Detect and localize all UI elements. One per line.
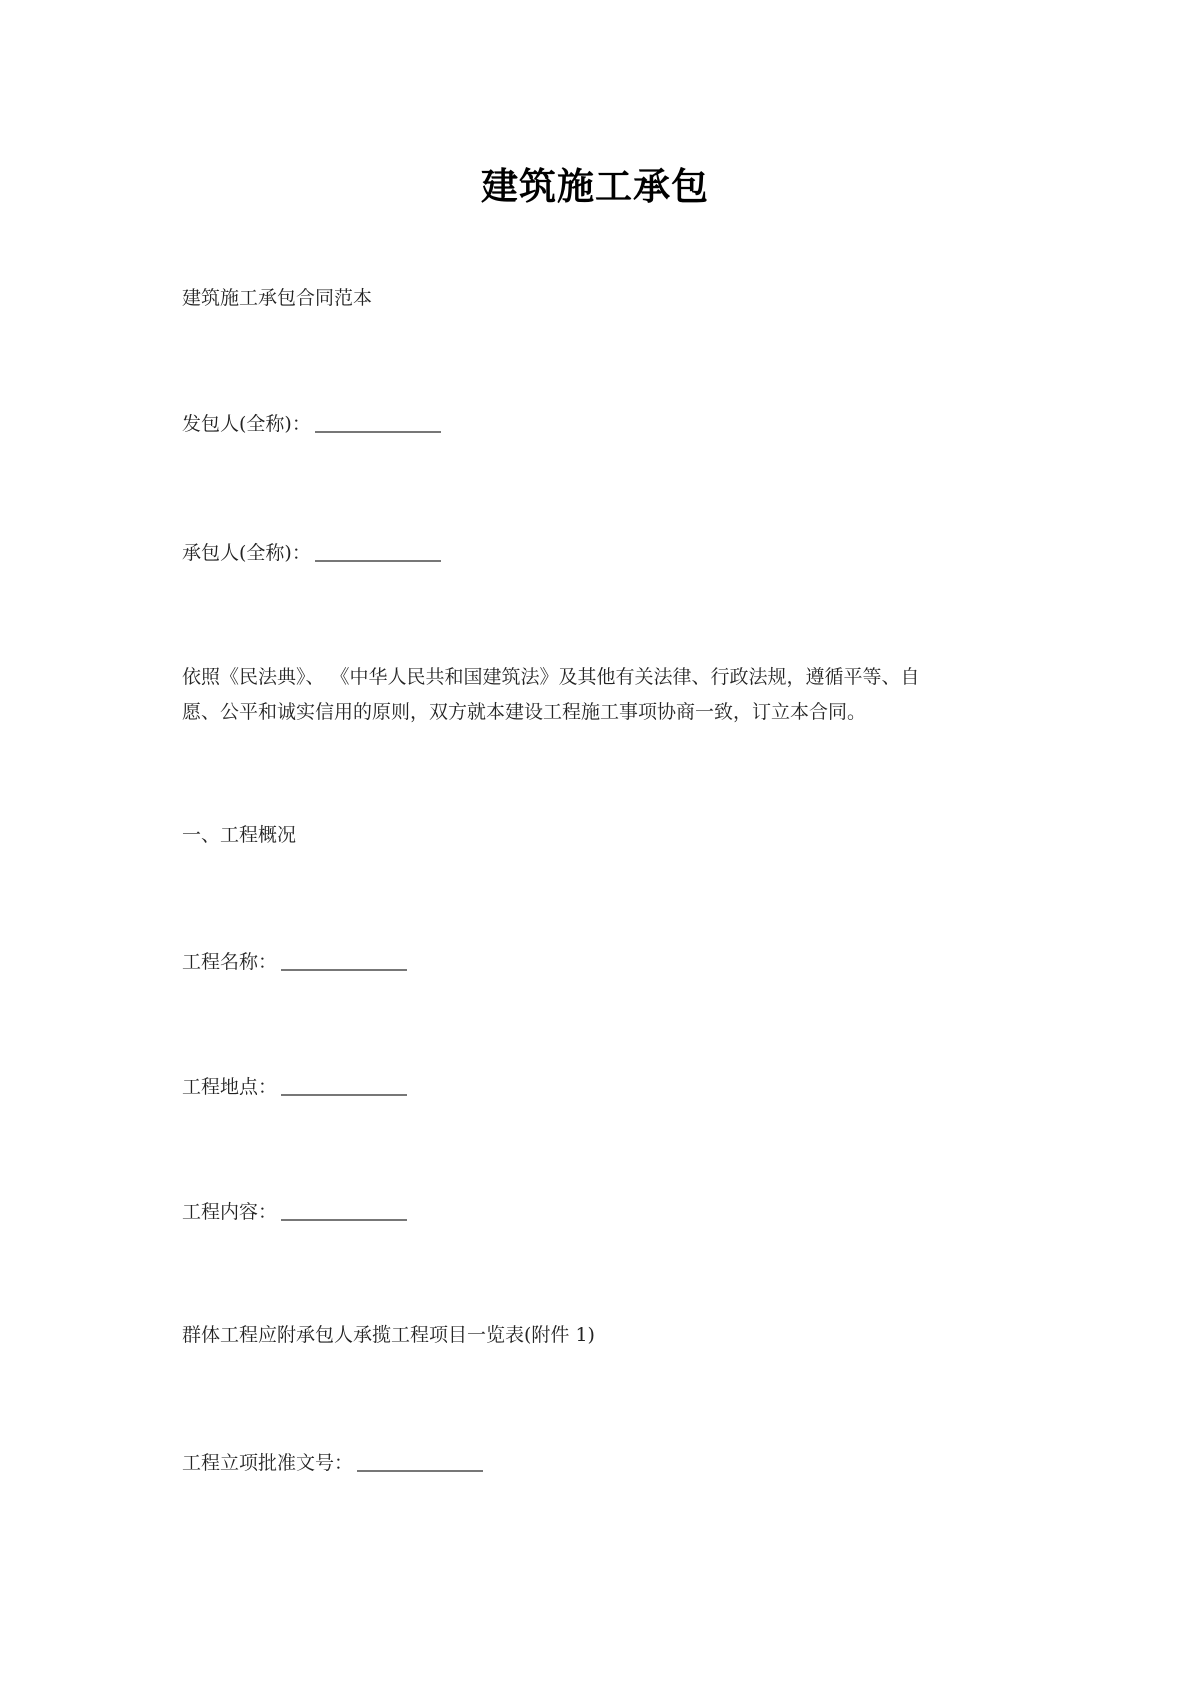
document-subtitle: 建筑施工承包合同范本 — [182, 287, 373, 309]
project-content-blank[interactable] — [281, 1219, 407, 1221]
section-1-heading: 一、工程概况 — [182, 824, 297, 846]
employer-field — [182, 412, 441, 436]
project-location-field — [182, 1075, 407, 1099]
preamble-line-1: 依照《民法典》、 《中华人民共和国建筑法》及其他有关法律、行政法规，遵循平等、自 — [182, 666, 920, 688]
approval-number-label: 工程立项批准文号： — [182, 1452, 354, 1474]
preamble-paragraph — [182, 660, 1022, 730]
employer-label: 发包人(全称)： — [182, 413, 311, 435]
project-content-field — [182, 1200, 407, 1224]
employer-blank[interactable] — [315, 431, 441, 433]
project-name-field — [182, 950, 407, 974]
project-name-blank[interactable] — [281, 969, 407, 971]
document-title: 建筑施工承包 — [481, 164, 709, 208]
contractor-field — [182, 541, 441, 565]
group-project-note: 群体工程应附承包人承揽工程项目一览表(附件 1) — [182, 1324, 595, 1346]
project-content-label: 工程内容： — [182, 1201, 278, 1223]
approval-number-field — [182, 1451, 483, 1475]
approval-number-blank[interactable] — [357, 1470, 483, 1472]
project-location-blank[interactable] — [281, 1094, 407, 1096]
project-name-label: 工程名称： — [182, 951, 278, 973]
contractor-blank[interactable] — [315, 560, 441, 562]
contractor-label: 承包人(全称)： — [182, 542, 311, 564]
preamble-line-2: 愿、公平和诚实信用的原则，双方就本建设工程施工事项协商一致，订立本合同。 — [182, 701, 867, 723]
project-location-label: 工程地点： — [182, 1076, 278, 1098]
